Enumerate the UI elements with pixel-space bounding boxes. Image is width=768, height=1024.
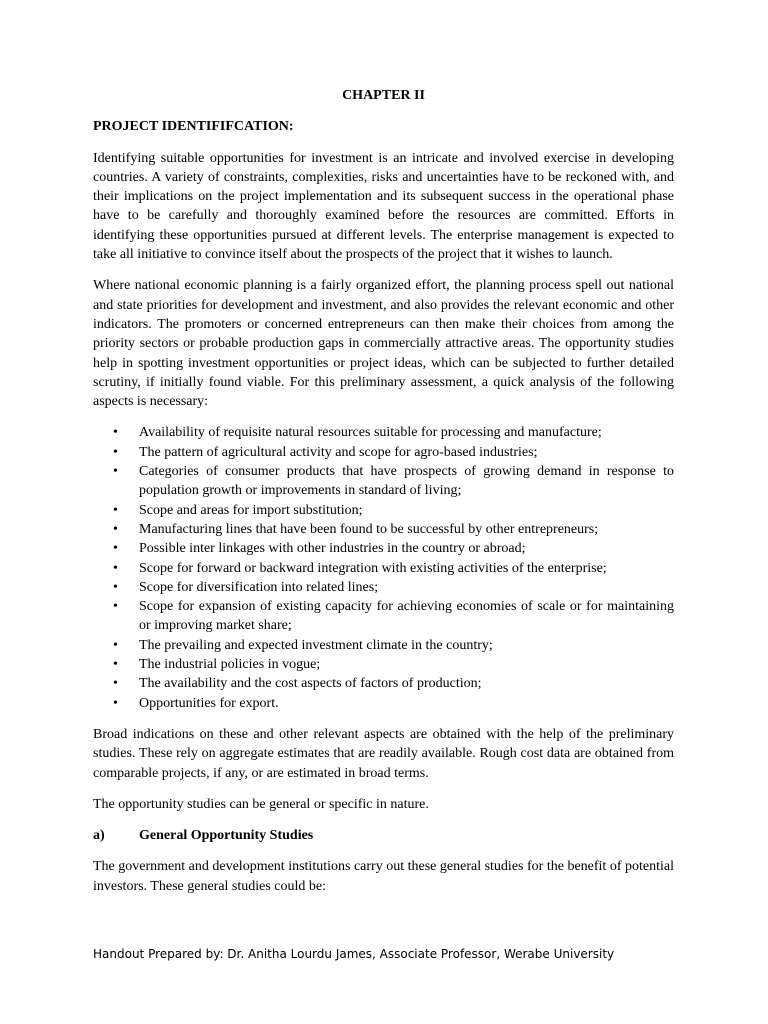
bullet-icon: • [113,676,118,692]
list-item [93,501,674,520]
list-item [93,423,674,442]
paragraph-4: The opportunity studies can be general or specific in nature. [93,796,429,812]
list-item-text: Scope and areas for import substitution; [139,502,363,518]
list-item-text: Possible inter linkages with other industries in the country or abroad; [139,541,526,557]
bullet-icon: • [113,464,118,480]
paragraph-1: Identifying suitable opportunities for investment is an intricate and involved exercise in developing countries. A variety of constraints, complexities, risks and uncertainties have to be reckoned with, and their implications on the project implementation and its subsequent success in the operational phase have to be carefully and thoroughly examined before the resources are committed. Efforts in identifying these opportunities pursued at different levels. The enterprise management is expected to take all initiative to convince itself about the prospects of the project that it wishes to launch. [93,150,674,263]
page-content [93,86,674,908]
bullet-icon: • [113,695,118,711]
list-item-text: The prevailing and expected investment climate in the country; [139,637,493,653]
subheading-general-opportunity-studies [93,826,674,845]
bullet-icon: • [113,560,118,576]
subheading-title: General Opportunity Studies [139,828,314,844]
list-item-text: Scope for diversification into related lines; [139,579,379,595]
list-item-text: Scope for expansion of existing capacity for achieving economies of scale or for maintaining or improving market share; [139,599,674,634]
bullet-icon: • [113,599,118,615]
paragraph-3: Broad indications on these and other relevant aspects are obtained with the help of the preliminary studies. These rely on aggregate estimates that are readily available. Rough cost data are obtained from comparable projects, if any, or are estimated in broad terms. [93,726,674,781]
list-item-text: Scope for forward or backward integration with existing activities of the enterprise; [139,560,607,576]
list-item [93,694,674,713]
bullet-icon: • [113,521,118,537]
list-item [93,462,674,501]
list-item [93,578,674,597]
bullet-icon: • [113,425,118,441]
list-item [93,636,674,655]
list-item-text: Manufacturing lines that have been found to be successful by other entrepreneurs; [139,521,599,537]
list-item [93,597,674,636]
paragraph-2: Where national economic planning is a fairly organized effort, the planning process spell out national and state priorities for development and investment, and also provides the relevant economic and other indicators. The promoters or concerned entrepreneurs can then make their choices from among the priority sectors or probable production gaps in commercially attractive areas. The opportunity studies help in spotting investment opportunities or project ideas, which can be subjected to further detailed scrutiny, if initially found viable. For this preliminary assessment, a quick analysis of the following aspects is necessary: [93,278,674,410]
list-item [93,443,674,462]
bullet-icon: • [113,637,118,653]
list-item [93,520,674,539]
bullet-icon: • [113,657,118,673]
list-item [93,539,674,558]
chapter-title: CHAPTER II [342,88,425,103]
aspects-bullet-list [93,423,674,712]
bullet-icon: • [113,579,118,595]
list-item [93,655,674,674]
list-item-text: Categories of consumer products that have prospects of growing demand in response to population growth or improvements in standard of living; [139,464,674,499]
list-item-text: Opportunities for export. [139,695,279,711]
page-footer: Handout Prepared by: Dr. Anitha Lourdu James, Associate Professor, Werabe University [93,947,615,961]
list-item-text: Availability of requisite natural resources suitable for processing and manufacture; [139,425,602,441]
list-item-text: The pattern of agricultural activity and scope for agro-based industries; [139,444,538,460]
list-item-text: The availability and the cost aspects of factors of production; [139,676,482,692]
subheading-marker: a) [93,828,105,844]
bullet-icon: • [113,444,118,460]
list-item [93,674,674,693]
bullet-icon: • [113,541,118,557]
list-item-text: The industrial policies in vogue; [139,657,321,673]
paragraph-5: The government and development institutions carry out these general studies for the benefit of potential investors. These general studies could be: [93,859,674,894]
list-item [93,559,674,578]
section-title: PROJECT IDENTIFIFCATION: [93,119,294,135]
bullet-icon: • [113,502,118,518]
